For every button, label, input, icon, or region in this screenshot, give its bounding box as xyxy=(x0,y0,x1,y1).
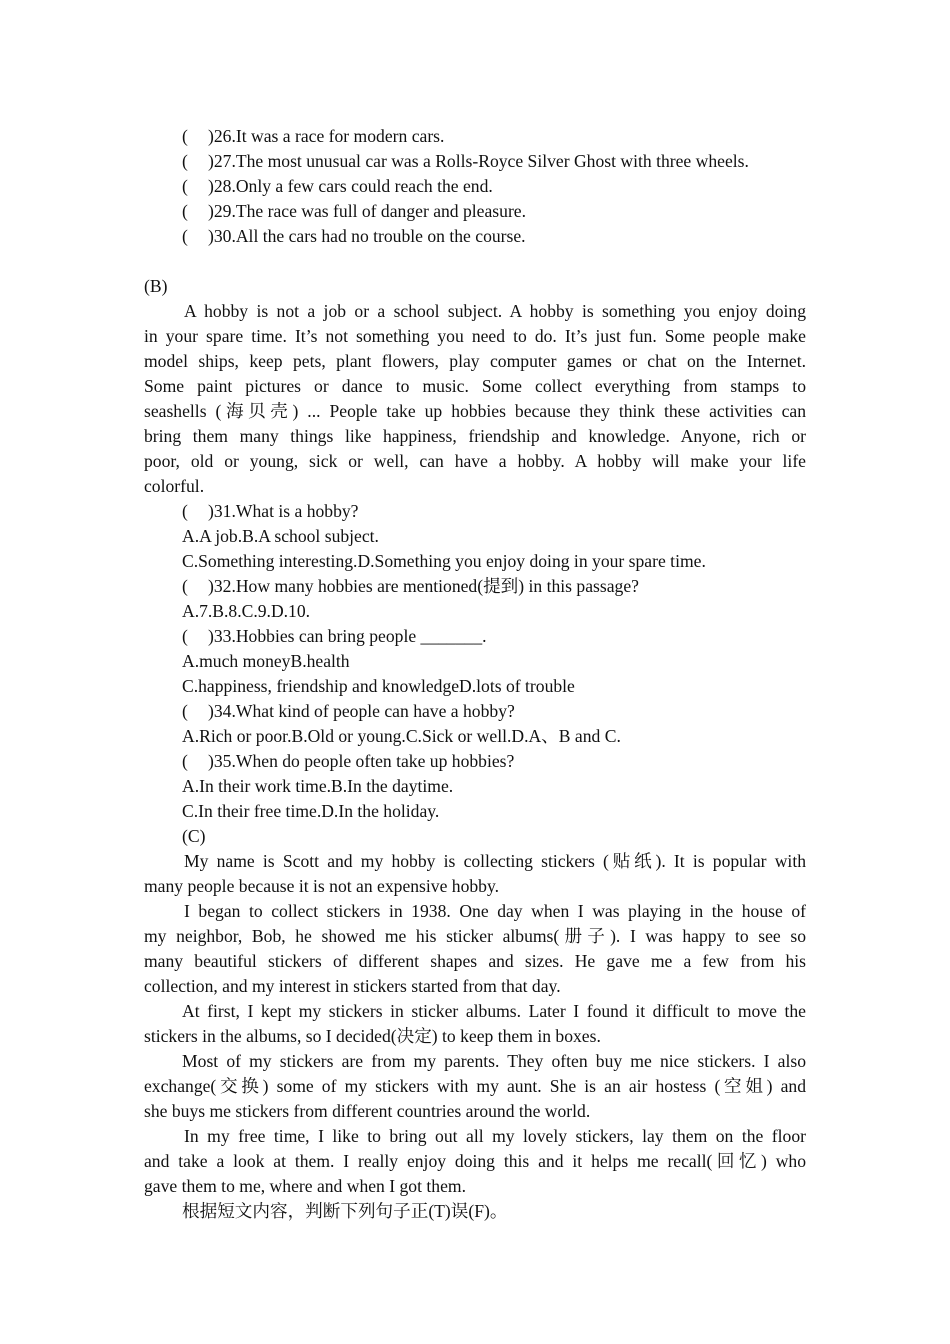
question-27: ( )27.The most unusual car was a Rolls-Royce Silver Ghost with three wheels. xyxy=(144,149,806,174)
question-31: ( )31.What is a hobby? A.A job.B.A school subject. C.Something interesting.D.Something you enjoy doing in your spare time. xyxy=(144,499,806,574)
passage-c-paragraph-2: I began to collect stickers in 1938. One day when I was playing in the house of my neighbor, Bob, he showed me his sticker albums(册子). I was happy to see so many beautiful stickers of different shapes and sizes. He gave me a few from his collection, and my interest in stickers started from that day. xyxy=(144,901,806,996)
section-c-heading: (C) xyxy=(182,826,206,846)
passage-line: in your spare time. It’s not something you need to do. It’s just fun. Some people make xyxy=(144,326,806,346)
question-26: ( )26.It was a race for modern cars. xyxy=(144,124,806,149)
question-32: ( )32.How many hobbies are mentioned(提到) in this passage? A.7.B.8.C.9.D.10. xyxy=(144,574,806,624)
question-29: ( )29.The race was full of danger and pleasure. xyxy=(144,199,806,224)
options-line: C.Something interesting.D.Something you enjoy doing in your spare time. xyxy=(182,551,706,571)
answer-blank[interactable]: ( xyxy=(182,576,188,596)
passage-line: bring them many things like happiness, friendship and knowledge. Anyone, rich or xyxy=(144,426,806,446)
answer-blank[interactable]: ( xyxy=(182,501,188,521)
passage-c-paragraph-4: Most of my stickers are from my parents. They often buy me nice stickers. I also exchange(交换) some of my stickers with my aunt. She is an air hostess (空姐) and she buys me stickers from different countries around the world. xyxy=(144,1051,806,1121)
passage-c-paragraph-3: At first, I kept my stickers in sticker albums. Later I found it difficult to move the stickers in the albums, so I decided(决定) to keep them in boxes. xyxy=(144,1001,806,1046)
passage-line: seashells (海贝壳) ... People take up hobbies because they think these activities can xyxy=(144,401,806,421)
options-line: A.7.B.8.C.9.D.10. xyxy=(182,601,311,621)
question-30: ( )30.All the cars had no trouble on the course. xyxy=(144,224,806,249)
options-line: C.In their free time.D.In the holiday. xyxy=(182,801,440,821)
question-35: ( )35.When do people often take up hobbies? A.In their work time.B.In the daytime. C.In their free time.D.In the holiday. xyxy=(144,749,806,824)
options-line: A.much moneyB.health xyxy=(182,651,350,671)
answer-blank[interactable]: ( xyxy=(182,701,188,721)
answer-blank[interactable]: ( xyxy=(182,176,188,196)
answer-blank[interactable]: ( xyxy=(182,151,188,171)
options-line: A.A job.B.A school subject. xyxy=(182,526,379,546)
question-28: ( )28.Only a few cars could reach the end. xyxy=(144,174,806,199)
passage-line: colorful. xyxy=(144,476,205,496)
spacer xyxy=(144,249,806,274)
instruction-text: 根据短文内容，判断下列句子正(T)误(F)。 xyxy=(182,1201,508,1221)
passage-c-paragraph-1: My name is Scott and my hobby is collecting stickers (贴纸). It is popular with many people because it is not an expensive hobby. xyxy=(144,851,806,896)
section-b-heading: (B) xyxy=(144,276,168,296)
answer-blank[interactable]: ( xyxy=(182,201,188,221)
answer-blank[interactable]: ( xyxy=(182,626,188,646)
options-line: A.Rich or poor.B.Old or young.C.Sick or well.D.A、B and C. xyxy=(182,726,621,746)
document-page xyxy=(144,124,806,1224)
passage-line: Some paint pictures or dance to music. Some collect everything from stamps to xyxy=(144,376,806,396)
passage-c-paragraph-5: In my free time, I like to bring out all my lovely stickers, lay them on the floor and take a look at them. I really enjoy doing this and it helps me recall(回忆) who gave them to me, where and when I got them. xyxy=(144,1126,806,1196)
answer-blank[interactable]: ( xyxy=(182,126,188,146)
passage-line: model ships, keep pets, plant flowers, play computer games or chat on the Internet. xyxy=(144,351,806,371)
options-line: C.happiness, friendship and knowledgeD.lots of trouble xyxy=(182,676,575,696)
passage-line: poor, old or young, sick or well, can have a hobby. A hobby will make your life xyxy=(144,451,806,471)
answer-blank[interactable]: ( xyxy=(182,226,188,246)
passage-b xyxy=(144,299,806,499)
passage-line: A hobby is not a job or a school subject. A hobby is something you enjoy doing xyxy=(184,301,806,321)
options-line: A.In their work time.B.In the daytime. xyxy=(182,776,454,796)
question-33: ( )33.Hobbies can bring people _______. A.much moneyB.health C.happiness, friendship and knowledgeD.lots of trouble xyxy=(144,624,806,699)
answer-blank[interactable]: ( xyxy=(182,751,188,771)
question-34: ( )34.What kind of people can have a hobby? A.Rich or poor.B.Old or young.C.Sick or well.D.A、B and C. xyxy=(144,699,806,749)
